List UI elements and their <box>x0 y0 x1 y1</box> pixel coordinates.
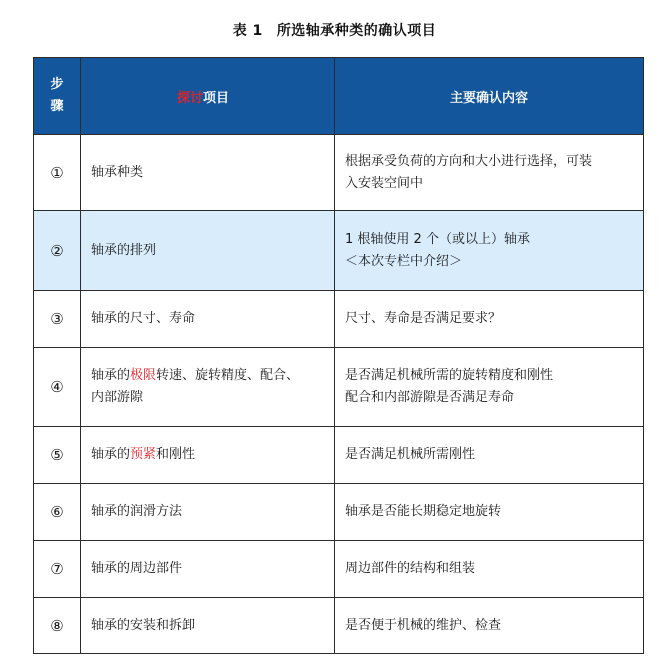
item-text: 轴承的 <box>91 447 131 462</box>
table-header-row <box>34 58 644 135</box>
content-cell: 尺寸、寿命是否满足要求？ <box>335 291 644 348</box>
table-row <box>34 291 644 348</box>
step-number: ⑤ <box>34 427 81 484</box>
table-row <box>34 541 644 598</box>
item-cell: 轴承的排列 <box>81 211 335 291</box>
item-cell: 轴承种类 <box>81 135 335 211</box>
item-text: 转速、旋转精度、配合、 <box>156 368 300 383</box>
header-content: 主要确认内容 <box>335 58 644 135</box>
table-row <box>34 348 644 427</box>
step-number: ⑦ <box>34 541 81 598</box>
content-line: ＜本次专栏中介绍＞ <box>345 253 463 269</box>
item-cell: 轴承的周边部件 <box>81 541 335 598</box>
content-line: 根据承受负荷的方向和大小进行选择，可装 <box>345 153 593 169</box>
item-cell: 轴承的润滑方法 <box>81 484 335 541</box>
item-text: 轴承的 <box>91 368 131 383</box>
table-row <box>34 135 644 211</box>
header-item-highlight: 探讨 <box>177 90 204 106</box>
table-row <box>34 484 644 541</box>
content-cell <box>335 211 644 291</box>
content-line: 配合和内部游隙是否满足寿命 <box>345 390 515 405</box>
step-number: ⑥ <box>34 484 81 541</box>
item-highlight: 极限 <box>130 368 157 383</box>
item-text: 和刚性 <box>156 447 196 462</box>
content-line: 是否满足机械所需的旋转精度和刚性 <box>345 368 554 383</box>
item-cell: 轴承的安装和拆卸 <box>81 598 335 654</box>
item-cell: 轴承的尺寸、寿命 <box>81 291 335 348</box>
step-number: ① <box>34 135 81 211</box>
item-highlight: 预紧 <box>130 447 157 462</box>
header-step <box>34 58 81 135</box>
content-cell: 轴承是否能长期稳定地旋转 <box>335 484 644 541</box>
table-row <box>34 598 644 654</box>
item-cell <box>81 427 335 484</box>
content-cell <box>335 135 644 211</box>
header-step-line2: 骤 <box>50 99 64 114</box>
table-row <box>34 211 644 291</box>
header-step-line1: 步 <box>50 77 64 92</box>
item-cell <box>81 348 335 427</box>
content-cell: 周边部件的结构和组装 <box>335 541 644 598</box>
step-number: ⑧ <box>34 598 81 654</box>
bearing-confirmation-table <box>33 57 644 654</box>
content-cell: 是否便于机械的维护、检查 <box>335 598 644 654</box>
step-number: ② <box>34 211 81 291</box>
header-item <box>81 58 335 135</box>
content-line: 入安装空间中 <box>345 175 424 191</box>
caption-number: 表 1 <box>232 23 263 39</box>
content-cell <box>335 348 644 427</box>
content-line: 1 根轴使用 2 个（或以上）轴承 <box>345 231 530 247</box>
content-cell: 是否满足机械所需刚性 <box>335 427 644 484</box>
table-row <box>34 427 644 484</box>
header-item-rest: 项目 <box>203 90 230 106</box>
item-text: 内部游隙 <box>91 390 144 405</box>
table-caption <box>0 20 669 40</box>
step-number: ④ <box>34 348 81 427</box>
caption-text: 所选轴承种类的确认项目 <box>276 23 437 39</box>
step-number: ③ <box>34 291 81 348</box>
